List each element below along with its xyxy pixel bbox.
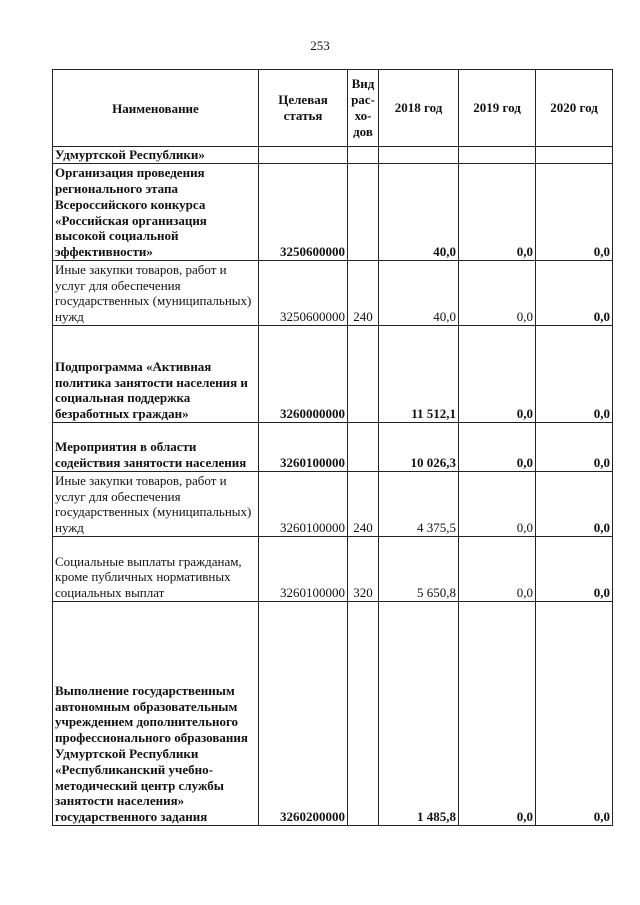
header-2019: 2019 год: [459, 70, 536, 147]
row-2018: 1 485,8: [379, 602, 459, 826]
row-expense-type: [348, 147, 379, 164]
row-2018: 11 512,1: [379, 326, 459, 423]
header-expense-type: Вид рас-хо-дов: [348, 70, 379, 147]
row-name: Выполнение государственным автономным образовательным учреждением дополнительного профессионального образования Удмуртской Республики «Республиканский учебно-методический центр службы занятости населения» государственного задания: [53, 602, 259, 826]
row-target: 3250600000: [259, 164, 348, 261]
row-2018: 40,0: [379, 164, 459, 261]
table-header-row: [53, 70, 613, 147]
row-name: Организация проведения регионального этапа Всероссийского конкурса «Российская организация высокой социальной эффективности»: [53, 164, 259, 261]
row-target: [259, 147, 348, 164]
row-name: Социальные выплаты гражданам, кроме публичных нормативных социальных выплат: [53, 537, 259, 602]
row-2020: 0,0: [536, 261, 613, 326]
header-target: Целевая статья: [259, 70, 348, 147]
row-2020: [536, 147, 613, 164]
row-2018: [379, 147, 459, 164]
row-2018: 40,0: [379, 261, 459, 326]
row-2019: 0,0: [459, 164, 536, 261]
table-row: [53, 602, 613, 826]
row-2019: [459, 147, 536, 164]
row-2020: 0,0: [536, 423, 613, 472]
row-2019: 0,0: [459, 326, 536, 423]
row-expense-type: 240: [348, 472, 379, 537]
row-target: 3260100000: [259, 472, 348, 537]
row-name: Подпрограмма «Активная политика занятости населения и социальная поддержка безработных граждан»: [53, 326, 259, 423]
page-number: 253: [310, 38, 330, 53]
table-row: [53, 147, 613, 164]
table-row: [53, 537, 613, 602]
row-2019: 0,0: [459, 472, 536, 537]
header-2018: 2018 год: [379, 70, 459, 147]
row-2018: 5 650,8: [379, 537, 459, 602]
row-2019: 0,0: [459, 423, 536, 472]
row-2018: 10 026,3: [379, 423, 459, 472]
table-row: [53, 261, 613, 326]
table-row: [53, 164, 613, 261]
row-target: 3260100000: [259, 537, 348, 602]
row-expense-type: [348, 602, 379, 826]
row-2020: 0,0: [536, 326, 613, 423]
row-target: 3250600000: [259, 261, 348, 326]
row-target: 3260100000: [259, 423, 348, 472]
row-expense-type: 240: [348, 261, 379, 326]
header-name: Наименование: [53, 70, 259, 147]
row-expense-type: [348, 423, 379, 472]
table-row: [53, 326, 613, 423]
header-2020: 2020 год: [536, 70, 613, 147]
row-expense-type: [348, 326, 379, 423]
row-2020: 0,0: [536, 164, 613, 261]
row-2019: 0,0: [459, 602, 536, 826]
row-2020: 0,0: [536, 472, 613, 537]
row-expense-type: [348, 164, 379, 261]
budget-table: [52, 69, 613, 826]
row-name: Удмуртской Республики»: [53, 147, 259, 164]
row-2020: 0,0: [536, 602, 613, 826]
row-2019: 0,0: [459, 537, 536, 602]
row-expense-type: 320: [348, 537, 379, 602]
row-name: Иные закупки товаров, работ и услуг для обеспечения государственных (муниципальных) нужд: [53, 472, 259, 537]
table-row: [53, 472, 613, 537]
row-target: 3260000000: [259, 326, 348, 423]
row-2018: 4 375,5: [379, 472, 459, 537]
row-2020: 0,0: [536, 537, 613, 602]
row-name: Иные закупки товаров, работ и услуг для обеспечения государственных (муниципальных) нужд: [53, 261, 259, 326]
row-2019: 0,0: [459, 261, 536, 326]
table-row: [53, 423, 613, 472]
row-target: 3260200000: [259, 602, 348, 826]
row-name: Мероприятия в области содействия занятости населения: [53, 423, 259, 472]
